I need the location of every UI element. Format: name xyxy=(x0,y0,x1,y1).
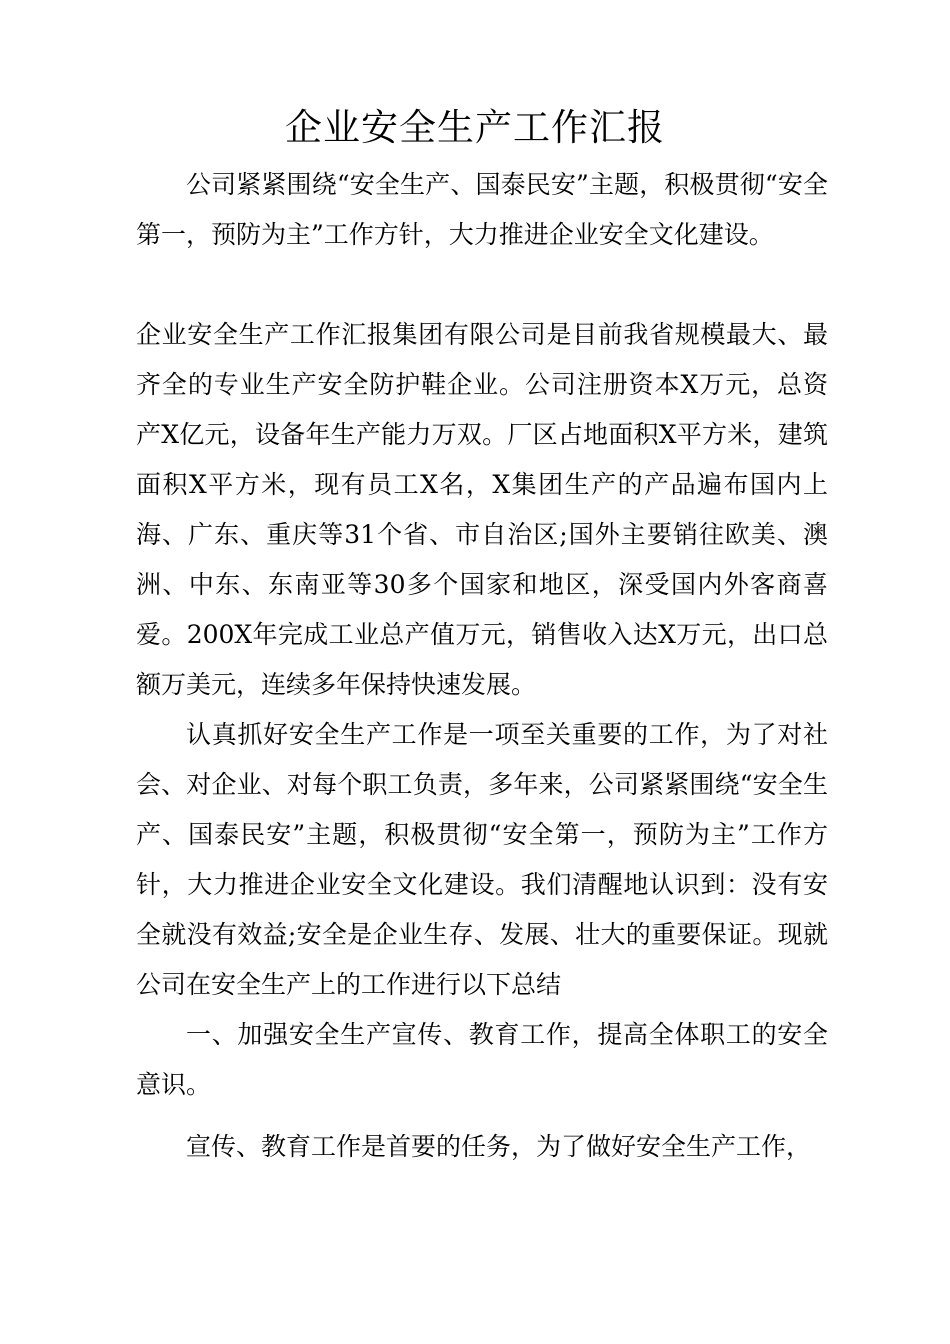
intro-paragraph: 公司紧紧围绕“安全生产、国泰民安”主题，积极贯彻“安全第一，预防为主”工作方针，大力推进企业安全文化建设。 xyxy=(136,170,828,249)
education-paragraph: 宣传、教育工作是首要的任务，为了做好安全生产工作， xyxy=(186,1132,812,1161)
document-body xyxy=(136,160,828,1172)
document-title: 企业安全生产工作汇报 xyxy=(285,106,665,149)
section-one-heading: 一、加强安全生产宣传、教育工作，提高全体职工的安全意识。 xyxy=(136,1020,828,1099)
company-profile-paragraph: 企业安全生产工作汇报集团有限公司是目前我省规模最大、最齐全的专业生产安全防护鞋企业。公司注册资本X万元，总资产X亿元，设备年生产能力万双。厂区占地面积X平方米，建筑面积X平方米，现有员工X名，X集团生产的产品遍布国内上海、广东、重庆等31个省、市自治区;国外主要销往欧美、澳洲、中东、东南亚等30多个国家和地区，深受国内外客商喜爱。200X年完成工业总产值万元，销售收入达X万元，出口总额万美元，连续多年保持快速发展。 xyxy=(136,320,828,699)
safety-importance-paragraph: 认真抓好安全生产工作是一项至关重要的工作，为了对社会、对企业、对每个职工负责，多年来，公司紧紧围绕“安全生产、国泰民安”主题，积极贯彻“安全第一，预防为主”工作方针，大力推进企业安全文化建设。我们清醒地认识到：没有安全就没有效益;安全是企业生存、发展、壮大的重要保证。现就公司在安全生产上的工作进行以下总结 xyxy=(136,720,828,999)
